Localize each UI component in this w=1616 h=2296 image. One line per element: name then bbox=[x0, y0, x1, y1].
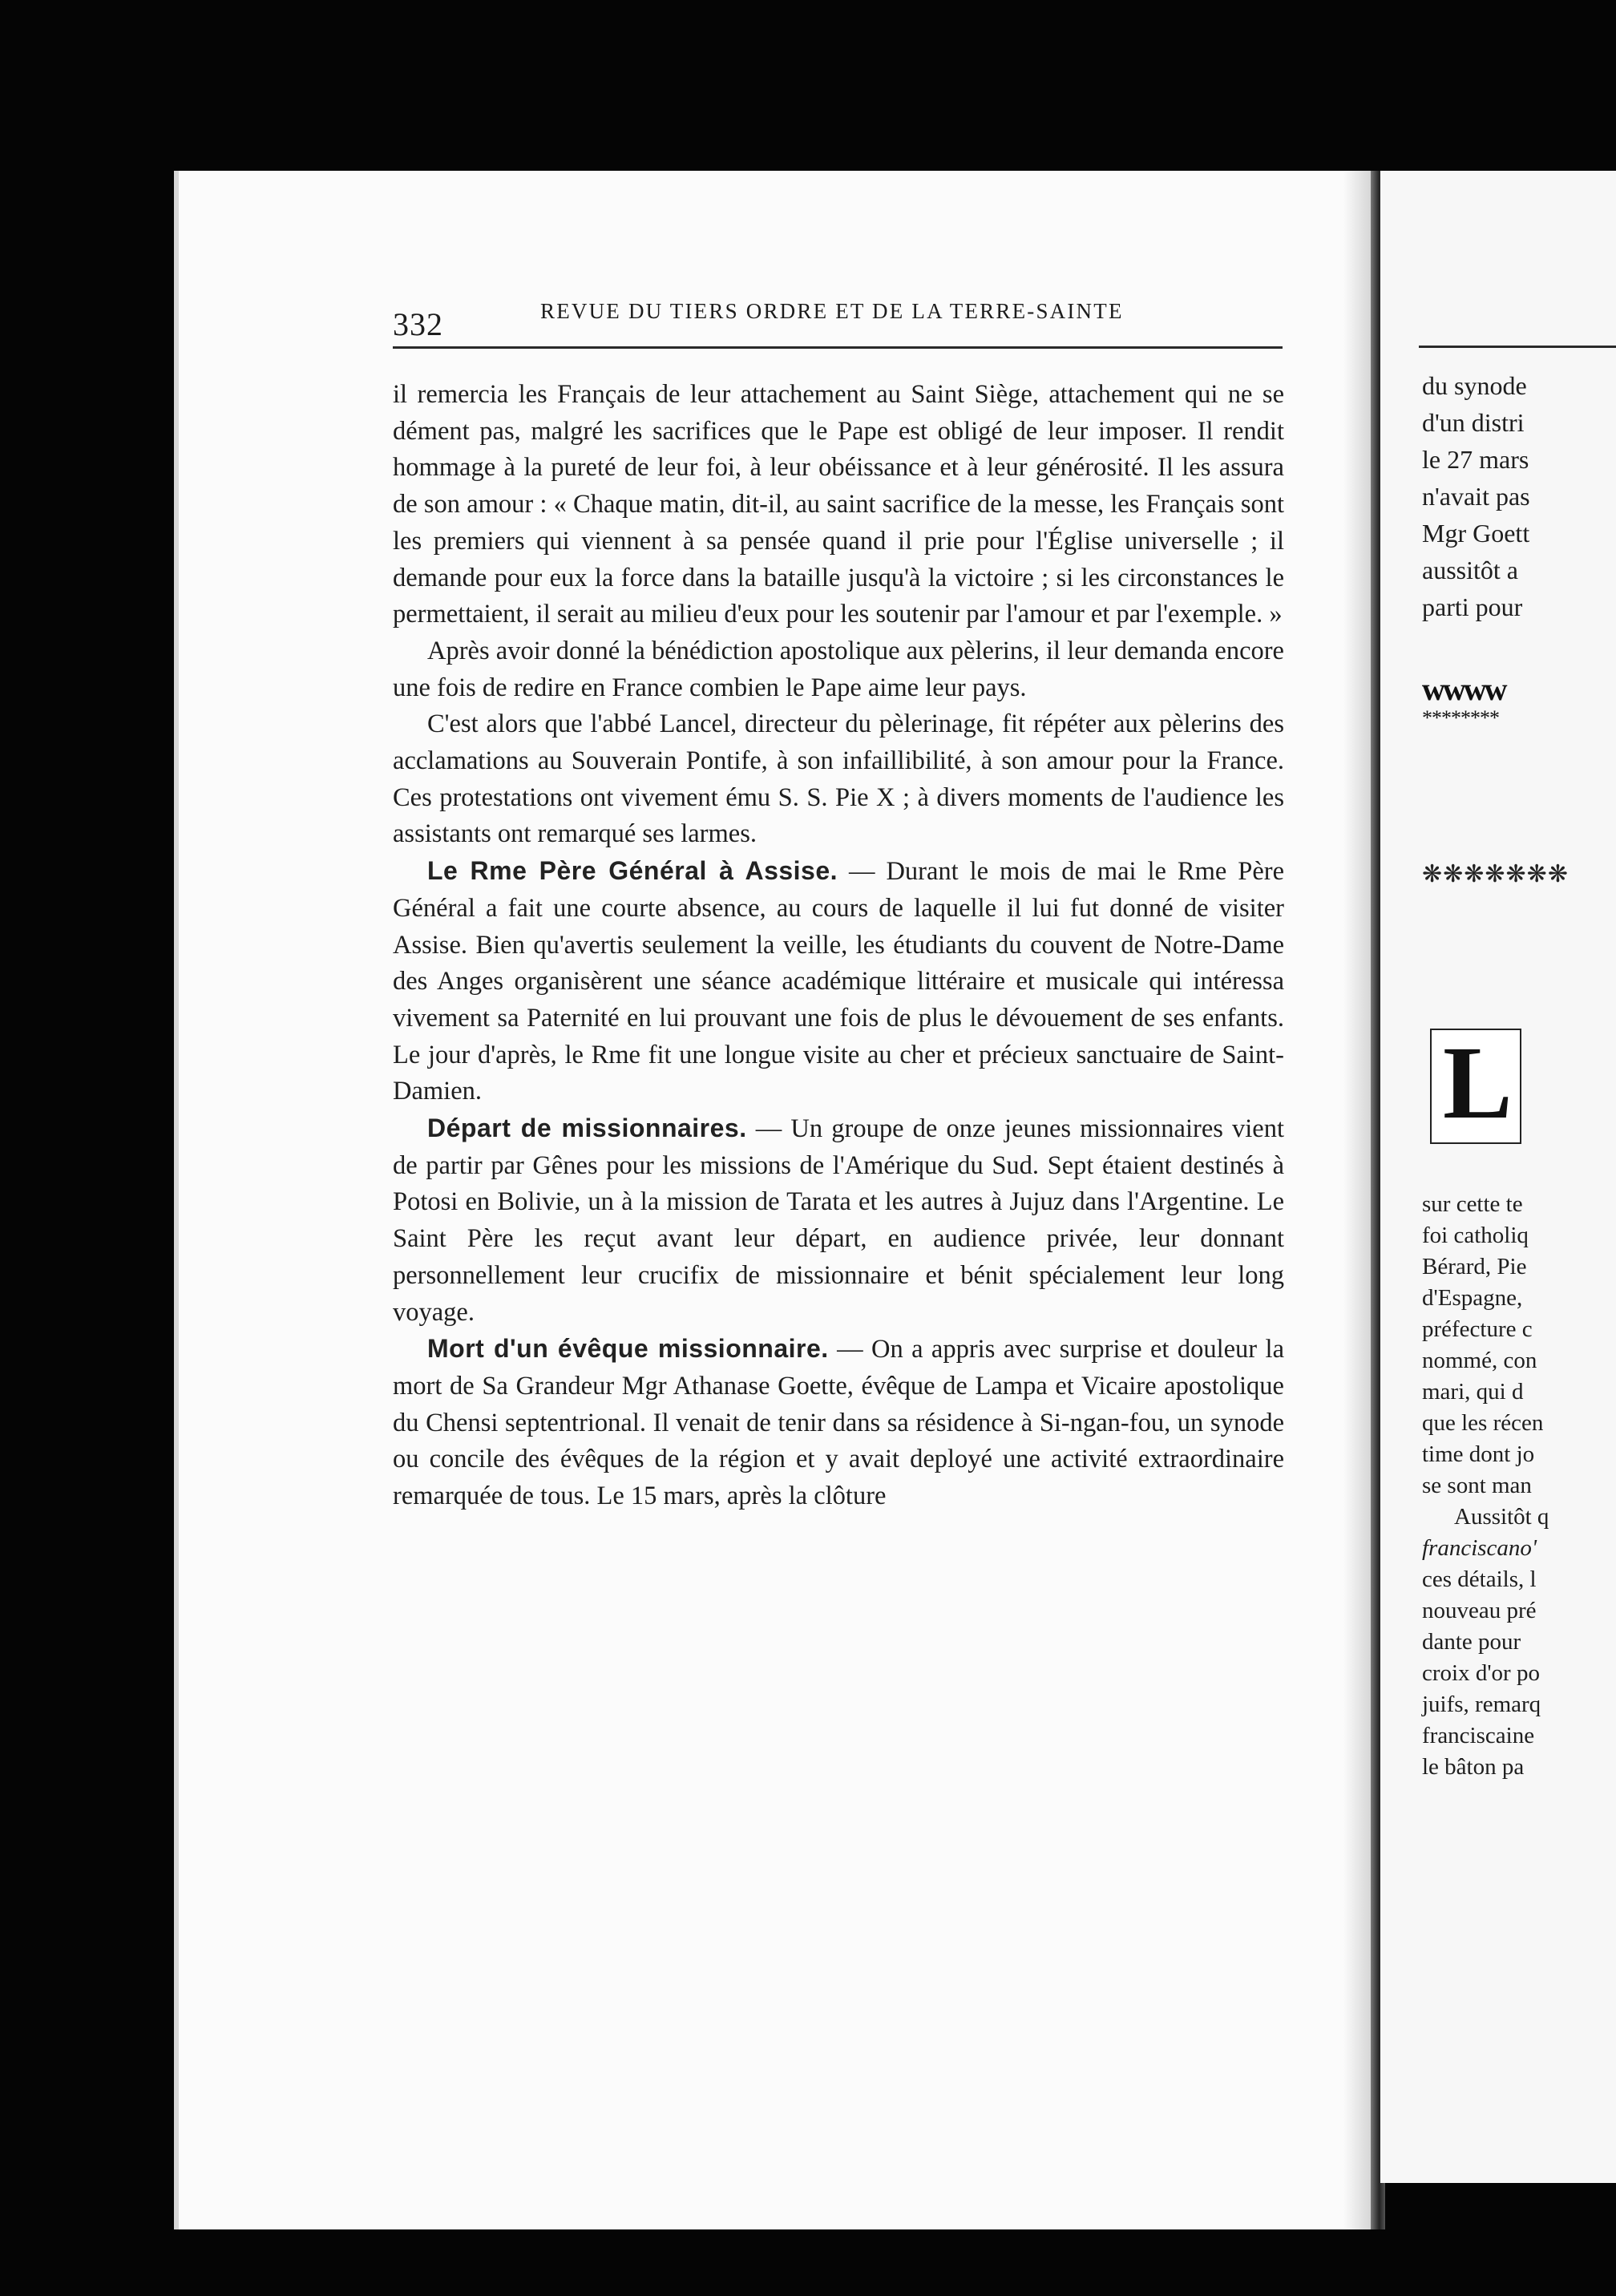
right-line: du synode bbox=[1422, 371, 1527, 400]
right-line: n'avait pas bbox=[1422, 482, 1530, 511]
right-line: sur cette te bbox=[1422, 1191, 1523, 1217]
drop-cap bbox=[1430, 1025, 1521, 1144]
right-line: d'Espagne, bbox=[1422, 1285, 1523, 1311]
right-line: foi catholiq bbox=[1422, 1223, 1529, 1248]
right-line: time dont jo bbox=[1422, 1441, 1535, 1467]
paragraph bbox=[393, 853, 1284, 1110]
paragraph-text: Après avoir donné la bénédiction apostolique aux pèlerins, il leur demanda encore une fois de redire en France combien le Pape aime leur pays. bbox=[393, 636, 1284, 702]
paragraph-text: — On a appris avec surprise et douleur la mort de Sa Grandeur Mgr Athanase Goette, évêque de Lampa et Vicaire apostolique du Chensi septentrional. Il venait de tenir dans sa résidence à Si-ngan-fou, un synode ou concile des évêques de la région et y avait deployé une activité extraordinaire remarquée de tous. Le 15 mars, après la clôture bbox=[393, 1335, 1284, 1511]
right-line: franciscaine bbox=[1422, 1723, 1535, 1748]
right-header-rule bbox=[1419, 346, 1616, 348]
ornament-bottom: ******** bbox=[1422, 706, 1499, 730]
ornament-row: ❋❋❋❋❋❋❋ bbox=[1422, 861, 1569, 887]
paragraph-text: — Un groupe de onze jeunes missionnaires vient de partir par Gênes pour les missions de l'Amérique du Sud. Sept étaient destinés à Potosi en Bolivie, un à la mission de Tarata et les autres à Jujuz dans l'Argentine. Le Saint Père les reçut avant leur départ, en audience privée, leur donnant personnellement leur crucifix de missionnaire et bénit spécialement leur long voyage. bbox=[393, 1114, 1285, 1327]
right-line: franciscano' bbox=[1422, 1535, 1537, 1561]
paragraph bbox=[393, 1110, 1284, 1331]
section-title: Départ de missionnaires. bbox=[427, 1114, 747, 1143]
paragraph bbox=[393, 377, 1284, 633]
paragraph bbox=[393, 633, 1284, 706]
paragraph-text: il remercia les Français de leur attachement au Saint Siège, attachement qui ne se dément pas, malgré les sacrifices que le Pape est obligé de leur imposer. Il rendit hommage à la pureté de leur foi, à leur obéissance et à leur générosité. Il les assura de son amour : « Chaque matin, dit-il, au saint sacrifice de la messe, les Français sont les premiers qui viennent à sa pensée quand il prie pour l'Église universelle ; il demande pour eux la force dans la bataille jusqu'à la victoire ; si les circonstances le permettaient, il serait au milieu d'eux pour les soutenir par l'amour et par l'exemple. » bbox=[393, 380, 1284, 629]
paragraph bbox=[393, 706, 1284, 853]
right-line: d'un distri bbox=[1422, 408, 1525, 437]
drop-cap-letter: L bbox=[1443, 1025, 1513, 1141]
right-bottom-text bbox=[1422, 1189, 1616, 1783]
right-line: le bâton pa bbox=[1422, 1754, 1525, 1780]
section-title: Mort d'un évêque missionnaire. bbox=[427, 1334, 829, 1364]
right-line: parti pour bbox=[1422, 592, 1523, 621]
right-line: Aussitôt q bbox=[1454, 1504, 1549, 1530]
header-rule bbox=[393, 346, 1283, 349]
right-line: que les récen bbox=[1422, 1410, 1544, 1436]
right-line: dante pour bbox=[1422, 1629, 1521, 1655]
right-line: se sont man bbox=[1422, 1473, 1532, 1498]
right-line: nouveau pré bbox=[1422, 1598, 1537, 1623]
right-line: juifs, remarq bbox=[1422, 1692, 1541, 1717]
right-line: croix d'or po bbox=[1422, 1660, 1540, 1686]
right-top-text bbox=[1422, 367, 1616, 625]
right-page bbox=[1380, 171, 1616, 2183]
paragraph bbox=[393, 1331, 1284, 1515]
right-line: préfecture c bbox=[1422, 1316, 1533, 1342]
ornament-band bbox=[1422, 672, 1616, 730]
right-line: aussitôt a bbox=[1422, 556, 1518, 584]
right-line: nommé, con bbox=[1422, 1348, 1537, 1373]
right-line: le 27 mars bbox=[1422, 445, 1529, 474]
section-title: Le Rme Père Général à Assise. bbox=[427, 856, 838, 886]
right-line: Mgr Goett bbox=[1422, 519, 1530, 548]
right-line: Bérard, Pie bbox=[1422, 1254, 1527, 1279]
page-header bbox=[393, 299, 1283, 347]
article-body bbox=[393, 377, 1284, 1515]
paragraph-text: C'est alors que l'abbé Lancel, directeur du pèlerinage, fit répéter aux pèlerins des acclamations au Souverain Pontife, à son infaillibilité, à son amour pour la France. Ces protestations ont vivement ému S. S. Pie X ; à divers moments de l'audience les assistants ont remarqué ses larmes. bbox=[393, 709, 1284, 849]
paragraph-text: — Durant le mois de mai le Rme Père Général a fait une courte absence, au cours de laquelle il lui fut donné de visiter Assise. Bien qu'avertis seulement la veille, les étudiants du couvent de Notre-Dame des Anges organisèrent une séance académique littéraire et musicale qui intéressa vivement sa Paternité en lui prouvant une fois de plus le dévouement de ses enfants. Le jour d'après, le Rme fit une longue visite au cher et précieux sanctuaire de Saint-Damien. bbox=[393, 857, 1285, 1106]
ornament-top: ᴡᴡᴡᴡ bbox=[1422, 671, 1505, 707]
page-number: 332 bbox=[393, 306, 443, 342]
running-head: REVUE DU TIERS ORDRE ET DE LA TERRE-SAINTE bbox=[540, 299, 1124, 323]
right-line: mari, qui d bbox=[1422, 1379, 1524, 1405]
right-line: ces détails, l bbox=[1422, 1566, 1537, 1592]
